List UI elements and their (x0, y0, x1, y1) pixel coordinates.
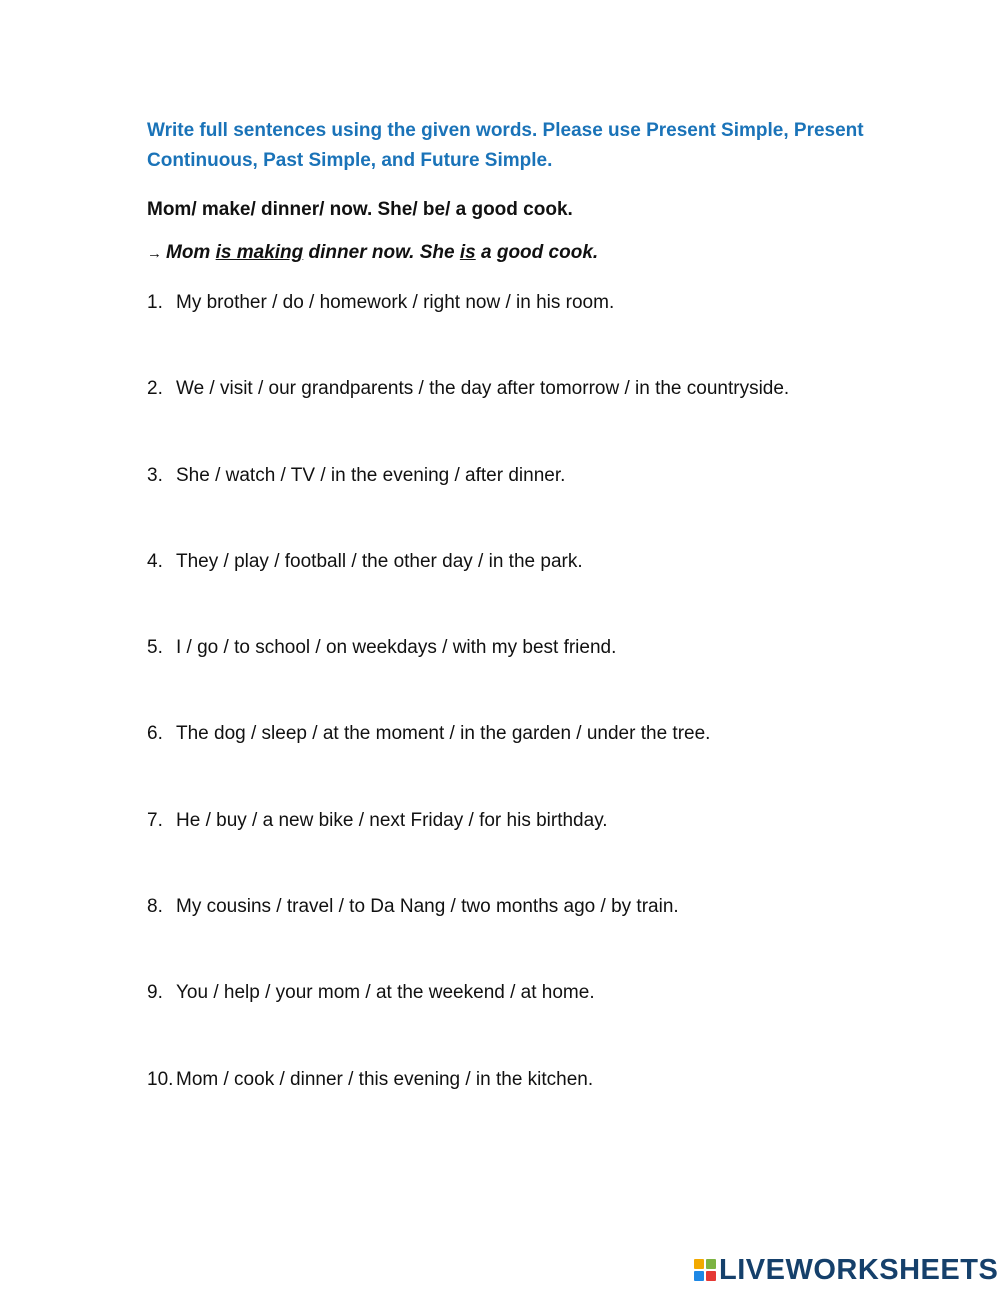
question-text: I / go / to school / on weekdays / with my best friend. (176, 637, 617, 659)
question-item (147, 374, 789, 460)
question-text: They / play / football / the other day / in the park. (176, 550, 583, 572)
example-answer (147, 240, 598, 267)
question-number: 3. (147, 464, 163, 486)
question-text: He / buy / a new bike / next Friday / for his birthday. (176, 809, 608, 831)
example-prompt: Mom/ make/ dinner/ now. She/ be/ a good cook. (147, 199, 573, 220)
answer-part: dinner now. She (303, 242, 460, 263)
question-number: 4. (147, 550, 163, 572)
question-number: 2. (147, 378, 163, 400)
question-item (147, 978, 789, 1064)
arrow-icon: → (147, 245, 162, 262)
question-number: 5. (147, 637, 163, 659)
question-number: 8. (147, 896, 163, 918)
logo-blocks-icon (694, 1259, 716, 1281)
answer-part: a good cook. (475, 242, 599, 263)
logo-block (706, 1271, 716, 1281)
question-item (147, 461, 789, 547)
question-item (147, 547, 789, 633)
answer-verb-underlined: is (459, 242, 476, 263)
question-text: She / watch / TV / in the evening / after dinner. (176, 464, 566, 486)
question-number: 7. (147, 809, 163, 831)
question-item (147, 288, 789, 374)
question-number: 9. (147, 982, 163, 1004)
logo-block (706, 1259, 716, 1269)
logo-block (694, 1271, 704, 1281)
question-item (147, 1065, 789, 1151)
instructions: Write full sentences using the given words. Please use Present Simple, Present Continuous, Past Simple, and Future Simple. (147, 120, 864, 171)
question-item (147, 633, 789, 719)
question-number: 6. (147, 723, 163, 745)
question-text: You / help / your mom / at the weekend / at home. (176, 982, 595, 1004)
logo-text: LIVEWORKSHEETS (719, 1254, 999, 1286)
question-text: The dog / sleep / at the moment / in the garden / under the tree. (176, 723, 711, 745)
question-text: My brother / do / homework / right now / in his room. (176, 292, 615, 313)
question-list (147, 288, 789, 1151)
question-item (147, 719, 789, 805)
question-text: Mom / cook / dinner / this evening / in the kitchen. (176, 1068, 594, 1090)
question-number: 10. (147, 1068, 174, 1090)
question-item (147, 806, 789, 892)
liveworksheets-logo (694, 1253, 998, 1287)
question-text: We / visit / our grandparents / the day after tomorrow / in the countryside. (176, 378, 790, 400)
question-text: My cousins / travel / to Da Nang / two months ago / by train. (176, 896, 679, 918)
logo-block (694, 1259, 704, 1269)
answer-verb-underlined: is making (215, 242, 304, 263)
question-item (147, 892, 789, 978)
answer-part: Mom (166, 242, 216, 263)
question-number: 1. (147, 292, 163, 313)
